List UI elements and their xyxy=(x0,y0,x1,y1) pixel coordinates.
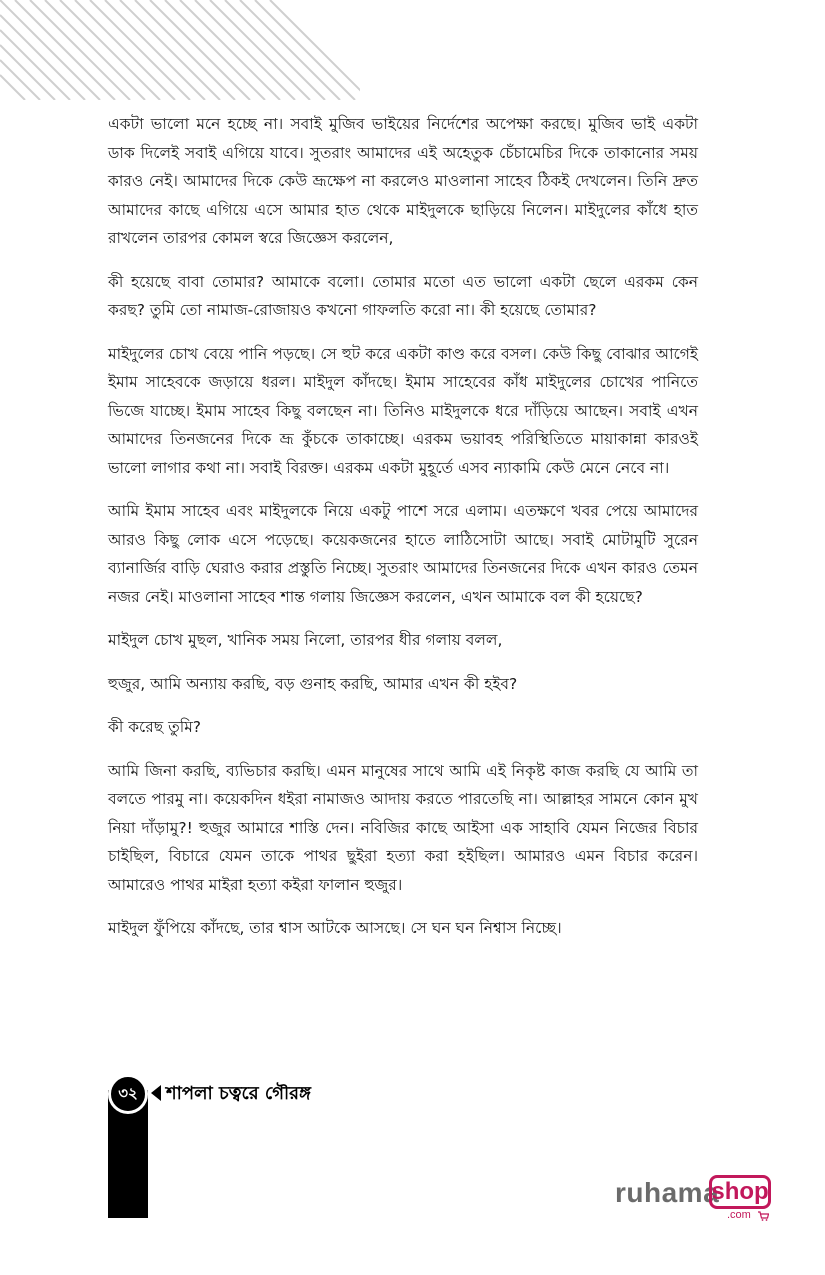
paragraph: আমি জিনা করছি, ব্যভিচার করছি। এমন মানুষের সাথে আমি এই নিকৃষ্ট কাজ করছি যে আমি তা বলতে পারমু না। কয়েকদিন ধইরা নামাজও আদায় করতে পারতেছি না। আল্লাহর সামনে কোন মুখ নিয়া দাঁড়ামু?! হুজুর আমারে শাস্তি দেন। নবিজির কাছে আইসা এক সাহাবি যেমন নিজের বিচার চাইছিল, বিচারে যেমন তাকে পাথর ছুইরা হত্যা করা হইছিল। আমারও এমন বিচার করেন। আমারেও পাথর মাইরা হত্যা কইরা ফালান হুজুর। xyxy=(108,761,698,894)
brand-shop-box xyxy=(709,1175,771,1209)
page-number-badge xyxy=(108,1074,148,1114)
page-body xyxy=(108,110,698,958)
paragraph: কী হয়েছে বাবা তোমার? আমাকে বলো। তোমার মতো এত ভালো একটা ছেলে এরকম কেন করছ? তুমি তো নামাজ-রোজায়ও কখনো গাফলতি করো না। কী হয়েছে তোমার? xyxy=(108,272,698,319)
paragraph: মাইদুল চোখ মুছল, খানিক সময় নিলো, তারপর ধীর গলায় বলল, xyxy=(108,631,503,649)
running-book-title: শাপলা চত্বরে গৌরঙ্গ xyxy=(166,1083,311,1104)
paragraph: হুজুর, আমি অন্যায় করছি, বড় গুনাহ করছি, আমার এখন কী হইব? xyxy=(108,674,518,693)
cart-icon xyxy=(758,1211,769,1221)
triangle-left-icon xyxy=(151,1085,161,1101)
corner-hatch-decoration xyxy=(0,0,360,100)
paragraph: কী করেছ তুমি? xyxy=(108,718,202,736)
ruhamashop-watermark xyxy=(615,1177,785,1221)
brand-shop-text: shop xyxy=(711,1178,769,1205)
paragraph: একটা ভালো মনে হচ্ছে না। সবাই মুজিব ভাইয়ের নির্দেশের অপেক্ষা করছে। মুজিব ভাই একটা ডাক দিলেই সবাই এগিয়ে যাবে। সুতরাং আমাদের এই অহেতুক চেঁচামেচির দিকে তাকানোর সময় কারও নেই। আমাদের দিকে কেউ ভ্রূক্ষেপ না করলেও মাওলানা সাহেব ঠিকই দেখলেন। তিনি দ্রুত আমাদের কাছে এগিয়ে এসে আমার হাত থেকে মাইদুলকে ছাড়িয়ে নিলেন। মাইদুলের কাঁধে হাত রাখলেন তারপর কোমল স্বরে জিজ্ঞেস করলেন, xyxy=(108,115,698,247)
paragraph: মাইদুলের চোখ বেয়ে পানি পড়ছে। সে হুট করে একটা কাণ্ড করে বসল। কেউ কিছু বোঝার আগেই ইমাম সাহেবকে জড়ায়ে ধরল। মাইদুল কাঁদছে। ইমাম সাহেবের কাঁধ মাইদুলের চোখের পানিতে ভিজে যাচ্ছে। ইমাম সাহেব কিছু বলছেন না। তিনিও মাইদুলকে ধরে দাঁড়িয়ে আছেন। সবাই এখন আমাদের তিনজনের দিকে ভ্রূ কুঁচকে তাকাচ্ছে। এরকম ভয়াবহ পরিস্থিতিতে মায়াকান্না কারওই ভালো লাগার কথা না। সবাই বিরক্ত। এরকম একটা মুহূর্তে এসব ন্যাকামি কেউ মেনে নেবে না। xyxy=(108,344,698,477)
paragraph: মাইদুল ফুঁপিয়ে কাঁদছে, তার শ্বাস আটকে আসছে। সে ঘন ঘন নিশ্বাস নিচ্ছে। xyxy=(108,919,562,937)
brand-main-text: ruhama xyxy=(615,1177,720,1208)
brand-domain-text: .com xyxy=(727,1209,751,1221)
paragraph: আমি ইমাম সাহেব এবং মাইদুলকে নিয়ে একটু পাশে সরে এলাম। এতক্ষণে খবর পেয়ে আমাদের আরও কিছু লোক এসে পড়েছে। কয়েকজনের হাতে লাঠিসোটা আছে। সবাই মোটামুটি সুরেন ব্যানার্জির বাড়ি ঘেরাও করার প্রস্তুতি নিচ্ছে। সুতরাং আমাদের তিনজনের দিকে এখন কারও তেমন নজর নেই। মাওলানা সাহেব শান্ত গলায় জিজ্ঞেস করলেন, এখন আমাকে বল কী হয়েছে? xyxy=(108,502,698,606)
page-number: ৩২ xyxy=(118,1083,138,1102)
